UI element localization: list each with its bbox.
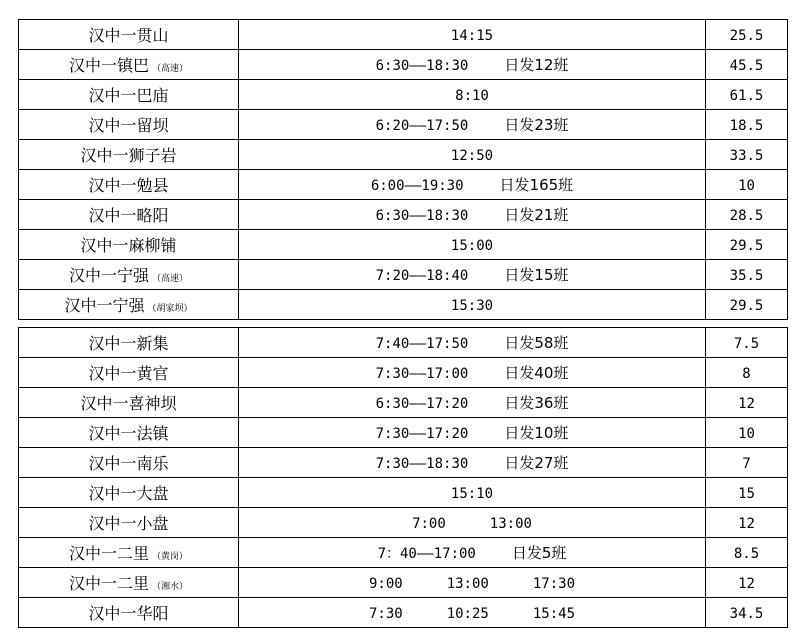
daily-frequency: 日发21班 xyxy=(504,206,569,224)
route-cell xyxy=(19,230,239,260)
fare-cell xyxy=(706,328,788,358)
daily-frequency: 日发165班 xyxy=(499,176,574,194)
fare-cell xyxy=(706,260,788,290)
route-cell xyxy=(19,328,239,358)
route-name: 汉中一新集 xyxy=(88,334,169,353)
departure-time: 13:00 xyxy=(446,576,489,592)
fare-cell xyxy=(706,170,788,200)
fare-cell xyxy=(706,418,788,448)
departure-time: 7:30——17:20 xyxy=(375,426,469,442)
schedule-row xyxy=(19,260,788,290)
route-note: （高速） xyxy=(152,274,189,284)
schedule-row xyxy=(19,478,788,508)
departure-time-cell xyxy=(239,388,706,418)
departure-time-cell xyxy=(239,50,706,80)
fare-cell xyxy=(706,478,788,508)
route-name: 汉中一巴庙 xyxy=(88,86,169,105)
route-name: 汉中一喜神坝 xyxy=(80,394,177,413)
route-name: 汉中一留坝 xyxy=(88,116,169,135)
departure-time-cell xyxy=(239,80,706,110)
departure-time-cell xyxy=(239,598,706,628)
departure-time-cell xyxy=(239,110,706,140)
route-cell xyxy=(19,110,239,140)
schedule-row xyxy=(19,140,788,170)
fare-value: 33.5 xyxy=(729,148,764,164)
departure-time-cell xyxy=(239,328,706,358)
route-cell xyxy=(19,508,239,538)
route-note: （黄岗） xyxy=(152,552,189,562)
fare-cell xyxy=(706,448,788,478)
fare-cell xyxy=(706,538,788,568)
departure-time: 8:10 xyxy=(455,88,489,104)
departure-time-cell xyxy=(239,508,706,538)
route-name: 汉中一华阳 xyxy=(88,604,169,623)
fare-cell xyxy=(706,598,788,628)
departure-time: 7:40——17:50 xyxy=(375,336,469,352)
fare-value: 10 xyxy=(738,426,755,442)
route-cell xyxy=(19,20,239,50)
departure-time-cell xyxy=(239,290,706,320)
schedule-table-lower-body xyxy=(19,328,788,628)
route-name: 汉中一南乐 xyxy=(88,454,169,473)
daily-frequency: 日发10班 xyxy=(504,424,569,442)
fare-value: 7 xyxy=(742,456,751,472)
route-cell xyxy=(19,80,239,110)
route-note: （胡家坝） xyxy=(147,304,193,314)
schedule-row xyxy=(19,200,788,230)
fare-value: 34.5 xyxy=(729,606,764,622)
route-cell xyxy=(19,200,239,230)
route-name: 汉中一麻柳铺 xyxy=(80,236,177,255)
route-name: 汉中一黄官 xyxy=(88,364,169,383)
departure-time: 15:30 xyxy=(450,298,494,314)
fare-cell xyxy=(706,50,788,80)
fare-value: 35.5 xyxy=(729,268,764,284)
route-name: 汉中一法镇 xyxy=(88,424,169,443)
route-cell xyxy=(19,50,239,80)
route-cell xyxy=(19,478,239,508)
route-cell xyxy=(19,388,239,418)
fare-cell xyxy=(706,140,788,170)
departure-time: 7:20——18:40 xyxy=(375,268,469,284)
departure-time: 7：40——17:00 xyxy=(377,546,476,562)
fare-cell xyxy=(706,508,788,538)
schedule-row xyxy=(19,508,788,538)
schedule-row xyxy=(19,598,788,628)
schedule-row xyxy=(19,290,788,320)
departure-time: 6:30——18:30 xyxy=(375,58,469,74)
schedule-row xyxy=(19,388,788,418)
route-name: 汉中一略阳 xyxy=(88,206,169,225)
schedule-row xyxy=(19,448,788,478)
departure-time: 6:00——19:30 xyxy=(370,178,464,194)
daily-frequency: 日发12班 xyxy=(504,56,569,74)
departure-time: 7:30 xyxy=(368,606,403,622)
fare-value: 15 xyxy=(738,486,755,502)
daily-frequency: 日发58班 xyxy=(504,334,569,352)
fare-value: 8.5 xyxy=(733,546,760,562)
departure-time: 15:00 xyxy=(450,238,494,254)
departure-time-cell xyxy=(239,200,706,230)
fare-cell xyxy=(706,20,788,50)
route-cell xyxy=(19,418,239,448)
route-name: 汉中一小盘 xyxy=(88,514,169,533)
route-note: （高速） xyxy=(152,64,189,74)
departure-time: 7:00 xyxy=(412,516,446,532)
departure-time-cell xyxy=(239,170,706,200)
fare-value: 12 xyxy=(738,396,755,412)
fare-value: 28.5 xyxy=(729,208,764,224)
departure-time: 13:00 xyxy=(489,516,532,532)
departure-time: 15:45 xyxy=(532,606,576,622)
fare-value: 29.5 xyxy=(729,298,764,314)
daily-frequency: 日发36班 xyxy=(504,394,569,412)
departure-time: 6:20——17:50 xyxy=(375,118,469,134)
fare-value: 12 xyxy=(738,576,755,592)
schedule-row xyxy=(19,50,788,80)
route-note: （湘水） xyxy=(152,582,189,592)
route-cell xyxy=(19,140,239,170)
route-name: 汉中一宁强 xyxy=(64,296,145,315)
fare-cell xyxy=(706,388,788,418)
schedule-row xyxy=(19,20,788,50)
route-cell xyxy=(19,290,239,320)
fare-value: 12 xyxy=(738,516,755,532)
schedule-row xyxy=(19,358,788,388)
fare-value: 18.5 xyxy=(729,118,764,134)
route-cell xyxy=(19,538,239,568)
departure-time-cell xyxy=(239,538,706,568)
departure-time-cell xyxy=(239,230,706,260)
route-cell xyxy=(19,260,239,290)
schedule-table-upper-body xyxy=(19,20,788,320)
schedule-row xyxy=(19,230,788,260)
route-name: 汉中一狮子岩 xyxy=(80,146,177,165)
fare-value: 10 xyxy=(738,178,755,194)
departure-time-cell xyxy=(239,358,706,388)
schedule-table-upper xyxy=(18,19,788,320)
schedule-row xyxy=(19,110,788,140)
schedule-row xyxy=(19,418,788,448)
route-cell xyxy=(19,448,239,478)
route-name: 汉中一贯山 xyxy=(88,26,169,45)
fare-value: 7.5 xyxy=(733,336,760,352)
schedule-row xyxy=(19,80,788,110)
departure-time: 12:50 xyxy=(450,148,494,164)
daily-frequency: 日发15班 xyxy=(504,266,569,284)
fare-cell xyxy=(706,200,788,230)
departure-time: 15:10 xyxy=(450,486,494,502)
fare-cell xyxy=(706,230,788,260)
route-name: 汉中一二里 xyxy=(68,544,149,563)
schedule-row xyxy=(19,170,788,200)
schedule-row xyxy=(19,568,788,598)
route-name: 汉中一大盘 xyxy=(88,484,169,503)
daily-frequency: 日发27班 xyxy=(504,454,569,472)
departure-time-cell xyxy=(239,260,706,290)
departure-time: 17:30 xyxy=(532,576,576,592)
departure-time: 9:00 xyxy=(368,576,403,592)
route-cell xyxy=(19,568,239,598)
schedule-row xyxy=(19,328,788,358)
route-cell xyxy=(19,358,239,388)
fare-cell xyxy=(706,568,788,598)
route-name: 汉中一镇巴 xyxy=(68,56,149,75)
route-cell xyxy=(19,598,239,628)
departure-time-cell xyxy=(239,418,706,448)
departure-time-cell xyxy=(239,478,706,508)
departure-time: 7:30——18:30 xyxy=(375,456,469,472)
departure-time-cell xyxy=(239,140,706,170)
departure-time: 14:15 xyxy=(450,28,494,44)
fare-cell xyxy=(706,80,788,110)
daily-frequency: 日发40班 xyxy=(504,364,569,382)
schedule-table-lower xyxy=(18,327,788,628)
daily-frequency: 日发23班 xyxy=(504,116,569,134)
fare-value: 29.5 xyxy=(729,238,764,254)
fare-value: 25.5 xyxy=(729,28,764,44)
fare-value: 8 xyxy=(742,366,751,382)
departure-time: 6:30——17:20 xyxy=(375,396,469,412)
route-name: 汉中一二里 xyxy=(68,574,149,593)
daily-frequency: 日发5班 xyxy=(511,544,567,562)
departure-time: 6:30——18:30 xyxy=(375,208,469,224)
fare-cell xyxy=(706,358,788,388)
departure-time: 10:25 xyxy=(446,606,489,622)
route-name: 汉中一宁强 xyxy=(68,266,149,285)
departure-time-cell xyxy=(239,20,706,50)
route-cell xyxy=(19,170,239,200)
departure-time-cell xyxy=(239,448,706,478)
departure-time-cell xyxy=(239,568,706,598)
fare-cell xyxy=(706,110,788,140)
schedule-row xyxy=(19,538,788,568)
route-name: 汉中一勉县 xyxy=(88,176,169,195)
fare-cell xyxy=(706,290,788,320)
fare-value: 45.5 xyxy=(729,58,764,74)
fare-value: 61.5 xyxy=(729,88,764,104)
departure-time: 7:30——17:00 xyxy=(375,366,469,382)
